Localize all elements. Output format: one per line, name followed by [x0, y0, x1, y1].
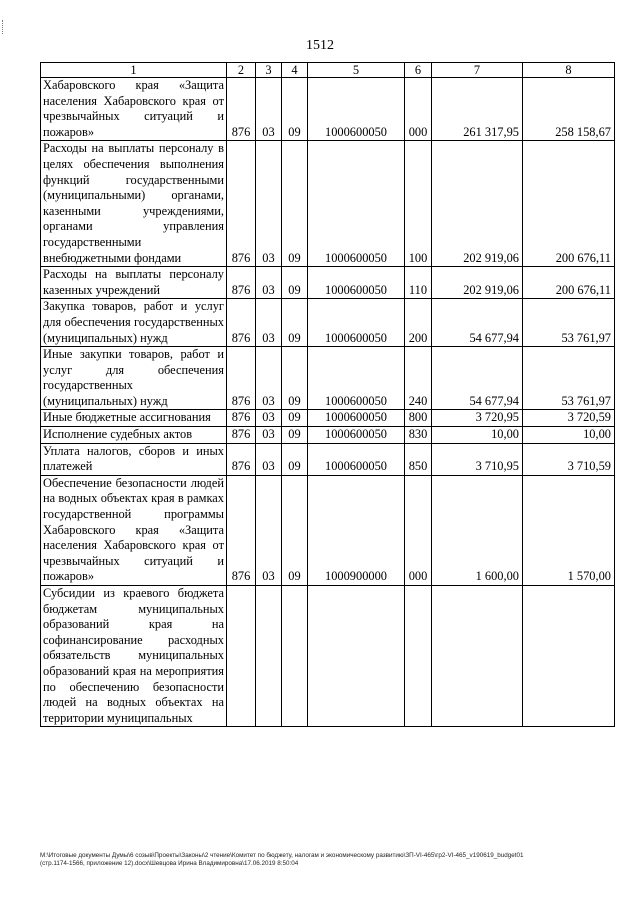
amount-year-2: 3 710,59 — [523, 443, 615, 475]
header-cell: 7 — [432, 63, 523, 78]
expense-type-code: 800 — [405, 410, 432, 427]
budget-table — [40, 62, 615, 727]
ministry-code: 876 — [227, 410, 256, 427]
target-article-code: 1000900000 — [308, 475, 405, 585]
amount-year-1: 1 600,00 — [432, 475, 523, 585]
row-description: Расходы на выплаты персоналу казенных учреждений — [41, 267, 227, 299]
row-description: Хабаровского края «Защита населения Хабаровского края от чрезвычайных ситуаций и пожаров» — [41, 78, 227, 141]
subsection-code: 09 — [282, 475, 308, 585]
table-header-row — [41, 63, 615, 78]
expense-type-code: 240 — [405, 347, 432, 410]
target-article-code: 1000600050 — [308, 267, 405, 299]
expense-type-code: 200 — [405, 299, 432, 347]
amount-year-2: 53 761,97 — [523, 347, 615, 410]
amount-year-1: 54 677,94 — [432, 347, 523, 410]
target-article-code: 1000600050 — [308, 78, 405, 141]
amount-year-1: 3 710,95 — [432, 443, 523, 475]
header-cell: 1 — [41, 63, 227, 78]
target-article-code: 1000600050 — [308, 141, 405, 267]
header-cell: 5 — [308, 63, 405, 78]
expense-type-code: 110 — [405, 267, 432, 299]
header-cell: 3 — [256, 63, 282, 78]
table-row — [41, 427, 615, 444]
amount-year-2: 200 676,11 — [523, 267, 615, 299]
subsection-code: 09 — [282, 78, 308, 141]
expense-type-code: 100 — [405, 141, 432, 267]
row-description: Закупка товаров, работ и услуг для обеспечения государственных (муниципальных) нужд — [41, 299, 227, 347]
amount-year-1: 10,00 — [432, 427, 523, 444]
target-article-code: 1000600050 — [308, 299, 405, 347]
ministry-code: 876 — [227, 78, 256, 141]
header-cell: 6 — [405, 63, 432, 78]
page-number: 1512 — [306, 38, 334, 53]
subsection-code — [282, 586, 308, 727]
amount-year-1: 54 677,94 — [432, 299, 523, 347]
amount-year-2: 258 158,67 — [523, 78, 615, 141]
amount-year-1: 202 919,06 — [432, 267, 523, 299]
section-code: 03 — [256, 443, 282, 475]
amount-year-1: 3 720,95 — [432, 410, 523, 427]
amount-year-2: 200 676,11 — [523, 141, 615, 267]
target-article-code — [308, 586, 405, 727]
row-description: Иные закупки товаров, работ и услуг для обеспечения государственных (муниципальных) нужд — [41, 347, 227, 410]
ministry-code: 876 — [227, 443, 256, 475]
table-row — [41, 475, 615, 585]
header-cell: 2 — [227, 63, 256, 78]
row-description: Субсидии из краевого бюджета бюджетам муниципальных образований края на софинансирование расходных обязательств муниципальных образований края на мероприятия по обеспечению безопасности людей на водных объектах на территории муниципальных — [41, 586, 227, 727]
target-article-code: 1000600050 — [308, 443, 405, 475]
expense-type-code: 000 — [405, 78, 432, 141]
row-description: Расходы на выплаты персоналу в целях обеспечения выполнения функций государственными (муниципальными) органами, казенными учреждениями, органами управления государственными внебюджетными фондами — [41, 141, 227, 267]
amount-year-1: 261 317,95 — [432, 78, 523, 141]
subsection-code: 09 — [282, 410, 308, 427]
amount-year-1 — [432, 586, 523, 727]
amount-year-2: 1 570,00 — [523, 475, 615, 585]
ministry-code: 876 — [227, 347, 256, 410]
table-row — [41, 299, 615, 347]
expense-type-code: 000 — [405, 475, 432, 585]
header-cell: 4 — [282, 63, 308, 78]
section-code: 03 — [256, 347, 282, 410]
target-article-code: 1000600050 — [308, 347, 405, 410]
section-code: 03 — [256, 141, 282, 267]
section-code: 03 — [256, 427, 282, 444]
ministry-code: 876 — [227, 267, 256, 299]
table-row — [41, 410, 615, 427]
amount-year-1: 202 919,06 — [432, 141, 523, 267]
section-code: 03 — [256, 410, 282, 427]
target-article-code: 1000600050 — [308, 410, 405, 427]
ministry-code — [227, 586, 256, 727]
table-body — [41, 63, 615, 727]
table-row — [41, 267, 615, 299]
subsection-code: 09 — [282, 443, 308, 475]
subsection-code: 09 — [282, 427, 308, 444]
margin-mark — [2, 20, 7, 34]
ministry-code: 876 — [227, 299, 256, 347]
row-description: Исполнение судебных актов — [41, 427, 227, 444]
row-description: Иные бюджетные ассигнования — [41, 410, 227, 427]
section-code: 03 — [256, 78, 282, 141]
target-article-code: 1000600050 — [308, 427, 405, 444]
amount-year-2: 3 720,59 — [523, 410, 615, 427]
subsection-code: 09 — [282, 141, 308, 267]
table-row — [41, 141, 615, 267]
row-description: Обеспечение безопасности людей на водных объектах края в рамках государственной программы Хабаровского края «Защита населения Хабаровского края от чрезвычайных ситуаций и пожаров» — [41, 475, 227, 585]
amount-year-2: 10,00 — [523, 427, 615, 444]
row-description: Уплата налогов, сборов и иных платежей — [41, 443, 227, 475]
footer-meta: (стр.1174-1566, приложение 12).docx\Шевцова Ирина Владимировна\17.06.2019 8:50:04 — [40, 860, 299, 867]
table-row — [41, 78, 615, 141]
section-code: 03 — [256, 299, 282, 347]
section-code: 03 — [256, 267, 282, 299]
document-footer — [40, 852, 620, 868]
footer-path: M:\Итоговые документы Думы\6 созыв\Проекты\Законы\2 чтение\Комитет по бюджету, налогам и экономическому развитию\ЗП-VI-465\гр2-VI-465_v190619_budget01 — [40, 852, 524, 859]
subsection-code: 09 — [282, 299, 308, 347]
table-row — [41, 586, 615, 727]
section-code: 03 — [256, 475, 282, 585]
subsection-code: 09 — [282, 267, 308, 299]
expense-type-code — [405, 586, 432, 727]
subsection-code: 09 — [282, 347, 308, 410]
expense-type-code: 850 — [405, 443, 432, 475]
amount-year-2 — [523, 586, 615, 727]
table-row — [41, 443, 615, 475]
header-cell: 8 — [523, 63, 615, 78]
ministry-code: 876 — [227, 427, 256, 444]
ministry-code: 876 — [227, 141, 256, 267]
table-row — [41, 347, 615, 410]
ministry-code: 876 — [227, 475, 256, 585]
expense-type-code: 830 — [405, 427, 432, 444]
amount-year-2: 53 761,97 — [523, 299, 615, 347]
section-code — [256, 586, 282, 727]
